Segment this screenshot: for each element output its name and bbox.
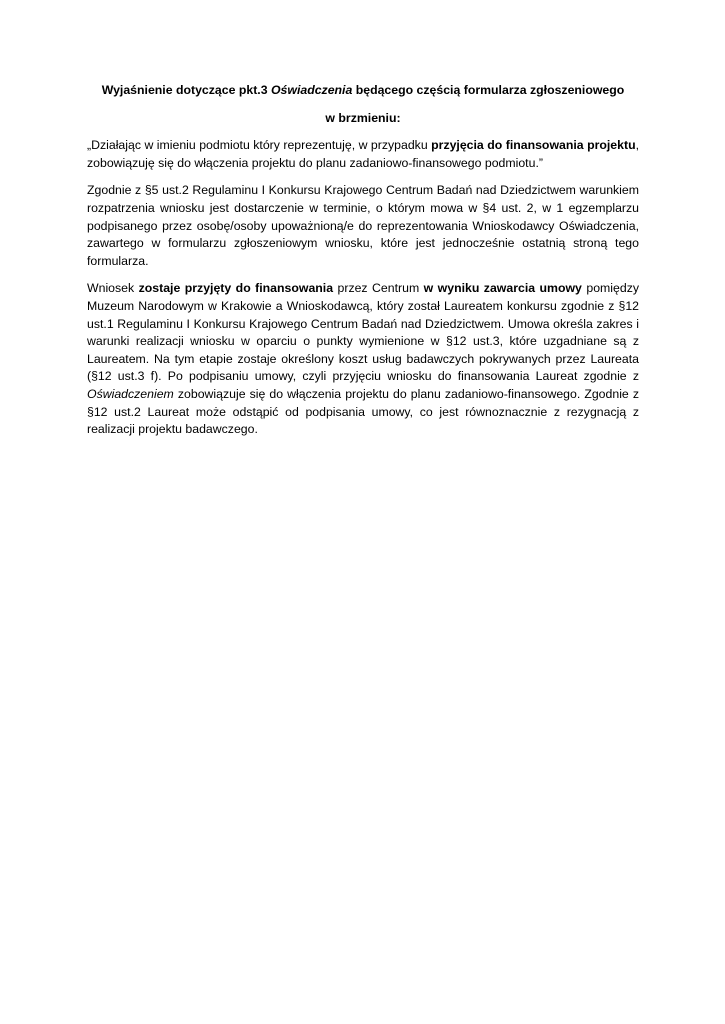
title-text-2: będącego częścią formularza zgłoszeniowego	[352, 83, 625, 97]
quote-text-1: „Działając w imieniu podmiotu który reprezentuję, w przypadku	[87, 138, 432, 153]
p3-text-1: Wniosek	[87, 281, 139, 296]
quote-text-2: , zobowiązuję się do włączenia projektu do planu zadaniowo-finansowego podmiotu.”	[87, 138, 640, 170]
document-subtitle: w brzmieniu:	[325, 110, 401, 125]
p3-text-bold-2: w wyniku zawarcia umowy	[423, 281, 582, 296]
paragraph-2: Zgodnie z §5 ust.2 Regulaminu I Konkursu Krajowego Centrum Badań nad Dziedzictwem warunkiem rozpatrzenia wniosku jest dostarczenie w terminie, o którym mowa w §4 ust. 2, w 1 egzemplarzu podpisanego przez osobę/osoby upoważnioną/e do reprezentowania Wnioskodawcy Oświadczenia, zawartego w formularzu zgłoszeniowym wniosku, które jest jednocześnie ostatnią stroną tego formularza.	[87, 183, 639, 268]
paragraph-3	[87, 280, 639, 438]
quote-text-bold: przyjęcia do finansowania projektu	[431, 138, 636, 153]
title-text-1: Wyjaśnienie dotyczące pkt.3	[101, 83, 271, 97]
p3-text-bold-1: zostaje przyjęty do finansowania	[138, 281, 334, 296]
p3-text-3: pomiędzy Muzeum Narodowym w Krakowie a Wnioskodawcą, który został Laureatem konkursu zgodnie z §12 ust.1 Regulaminu I Konkursu Krajowego Centrum Badań nad Dziedzictwem. Umowa określa zakres i warunki realizacji wniosku w oparciu o punkty wymienione w §12 ust.3, które uzgadniane są z Laureatem. Na tym etapie zostaje określony koszt usług badawczych pokrywanych przez Laureata (§12 ust.3 f). Po podpisaniu umowy, czyli przyjęciu wniosku do finansowania Laureat zgodnie z	[87, 281, 639, 384]
p3-text-italic: Oświadczeniem	[87, 386, 174, 401]
p3-text-4: zobowiązuje się do włączenia projektu do planu zadaniowo-finansowego. Zgodnie z §12 ust.2 Laureat może odstąpić od podpisania umowy, co jest równoznacznie z rezygnacją z realizacji projektu badawczego.	[87, 386, 639, 437]
p3-text-2: przez Centrum	[333, 281, 424, 296]
document-title	[87, 82, 639, 100]
title-text-italic: Oświadczenia	[270, 83, 353, 97]
document-page	[87, 82, 639, 449]
quote-paragraph	[87, 137, 639, 172]
